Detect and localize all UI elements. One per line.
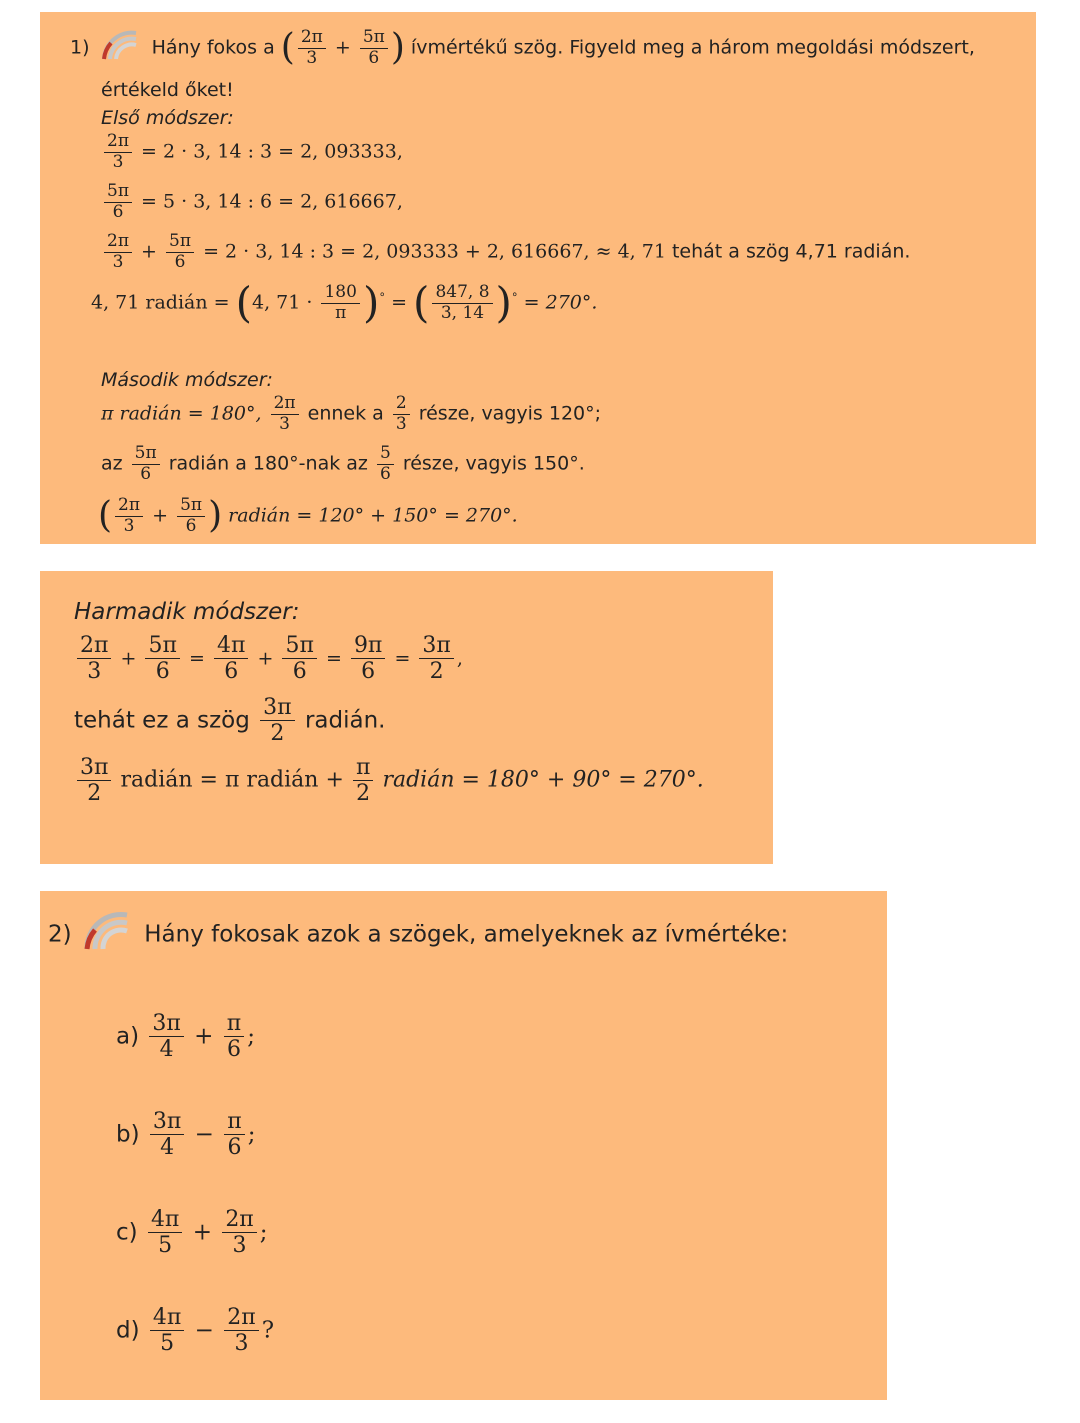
method1-line2: $\frac{5\pi}{6}$ = 5 · 3, 14 : 6 = 2, 616667,: [101, 182, 403, 222]
task2-item-d: d) $\frac{4\pi}{5}$ − $\frac{2\pi}{3}$ ?: [116, 1305, 275, 1357]
method1-line3: $\frac{2\pi}{3}$ + $\frac{5\pi}{6}$ = 2 · 3, 14 : 3 = 2, 093333 + 2, 616667, ≈ 4, 71 tehát a szög 4,71 radián.: [101, 232, 910, 272]
method3-title: Harmadik módszer:: [74, 599, 300, 625]
task2-item-c: c) $\frac{4\pi}{5}$ + $\frac{2\pi}{3}$ ;: [116, 1207, 268, 1259]
method2-line1: π radián = 180°, $\frac{2\pi}{3}$ ennek a $\frac{2}{3}$ része, vagyis 120°;: [101, 393, 602, 434]
method2-line2: az $\frac{5\pi}{6}$ radián a 180°-nak az $\frac{5}{6}$ része, vagyis 150°.: [101, 443, 585, 484]
method2-title: Második módszer:: [101, 369, 273, 391]
method1-line4: 4, 71 radián = (4, 71 · $\frac{180}{\pi}$ )° = ( $\frac{847, 8}{3, 14}$ )° = 270°.: [91, 278, 598, 327]
method3-line2: tehát ez a szög $\frac{3\pi}{2}$ radián.: [74, 695, 386, 747]
task2-question: 2) Hány fokosak azok a szögek, amelyeknek az ívmértéke:: [48, 911, 788, 959]
task1-question: 1) Hány fokos a ( $\frac{2\pi}{3}$ + $\frac{5\pi}{6}$ ) ívmértékű szög. Figyeld meg a három megoldási módszert,: [70, 27, 975, 69]
method2-line3: ( $\frac{2\pi}{3}$ + $\frac{5\pi}{6}$ ) radián = 120° + 150° = 270°.: [98, 495, 518, 537]
method3-box: [40, 571, 773, 864]
method1-line1: $\frac{2\pi}{3}$ = 2 · 3, 14 : 3 = 2, 093333,: [101, 132, 403, 172]
method3-line3: $\frac{3\pi}{2}$ radián = π radián + $\frac{\pi}{2}$ radián = 180° + 90° = 270°.: [74, 755, 704, 807]
task2-item-a: a) $\frac{3\pi}{4}$ + $\frac{\pi}{6}$ ;: [116, 1011, 255, 1063]
task2-number: 2): [48, 921, 72, 948]
method1-title: Első módszer:: [101, 107, 234, 129]
task2-box: [40, 891, 887, 1400]
sound-icon[interactable]: [83, 911, 131, 959]
method3-line1: $\frac{2\pi}{3}$ + $\frac{5\pi}{6}$ = $\frac{4\pi}{6}$ + $\frac{5\pi}{6}$ = $\frac{9\pi}{6}$ = $\frac{3\pi}{2}$ ,: [74, 633, 463, 685]
task1-box: [40, 12, 1036, 544]
task1-question-line2: értékeld őket!: [101, 79, 234, 101]
task2-item-b: b) $\frac{3\pi}{4}$ − $\frac{\pi}{6}$ ;: [116, 1109, 256, 1161]
sound-icon[interactable]: [100, 29, 140, 67]
task1-number: 1): [70, 36, 90, 59]
